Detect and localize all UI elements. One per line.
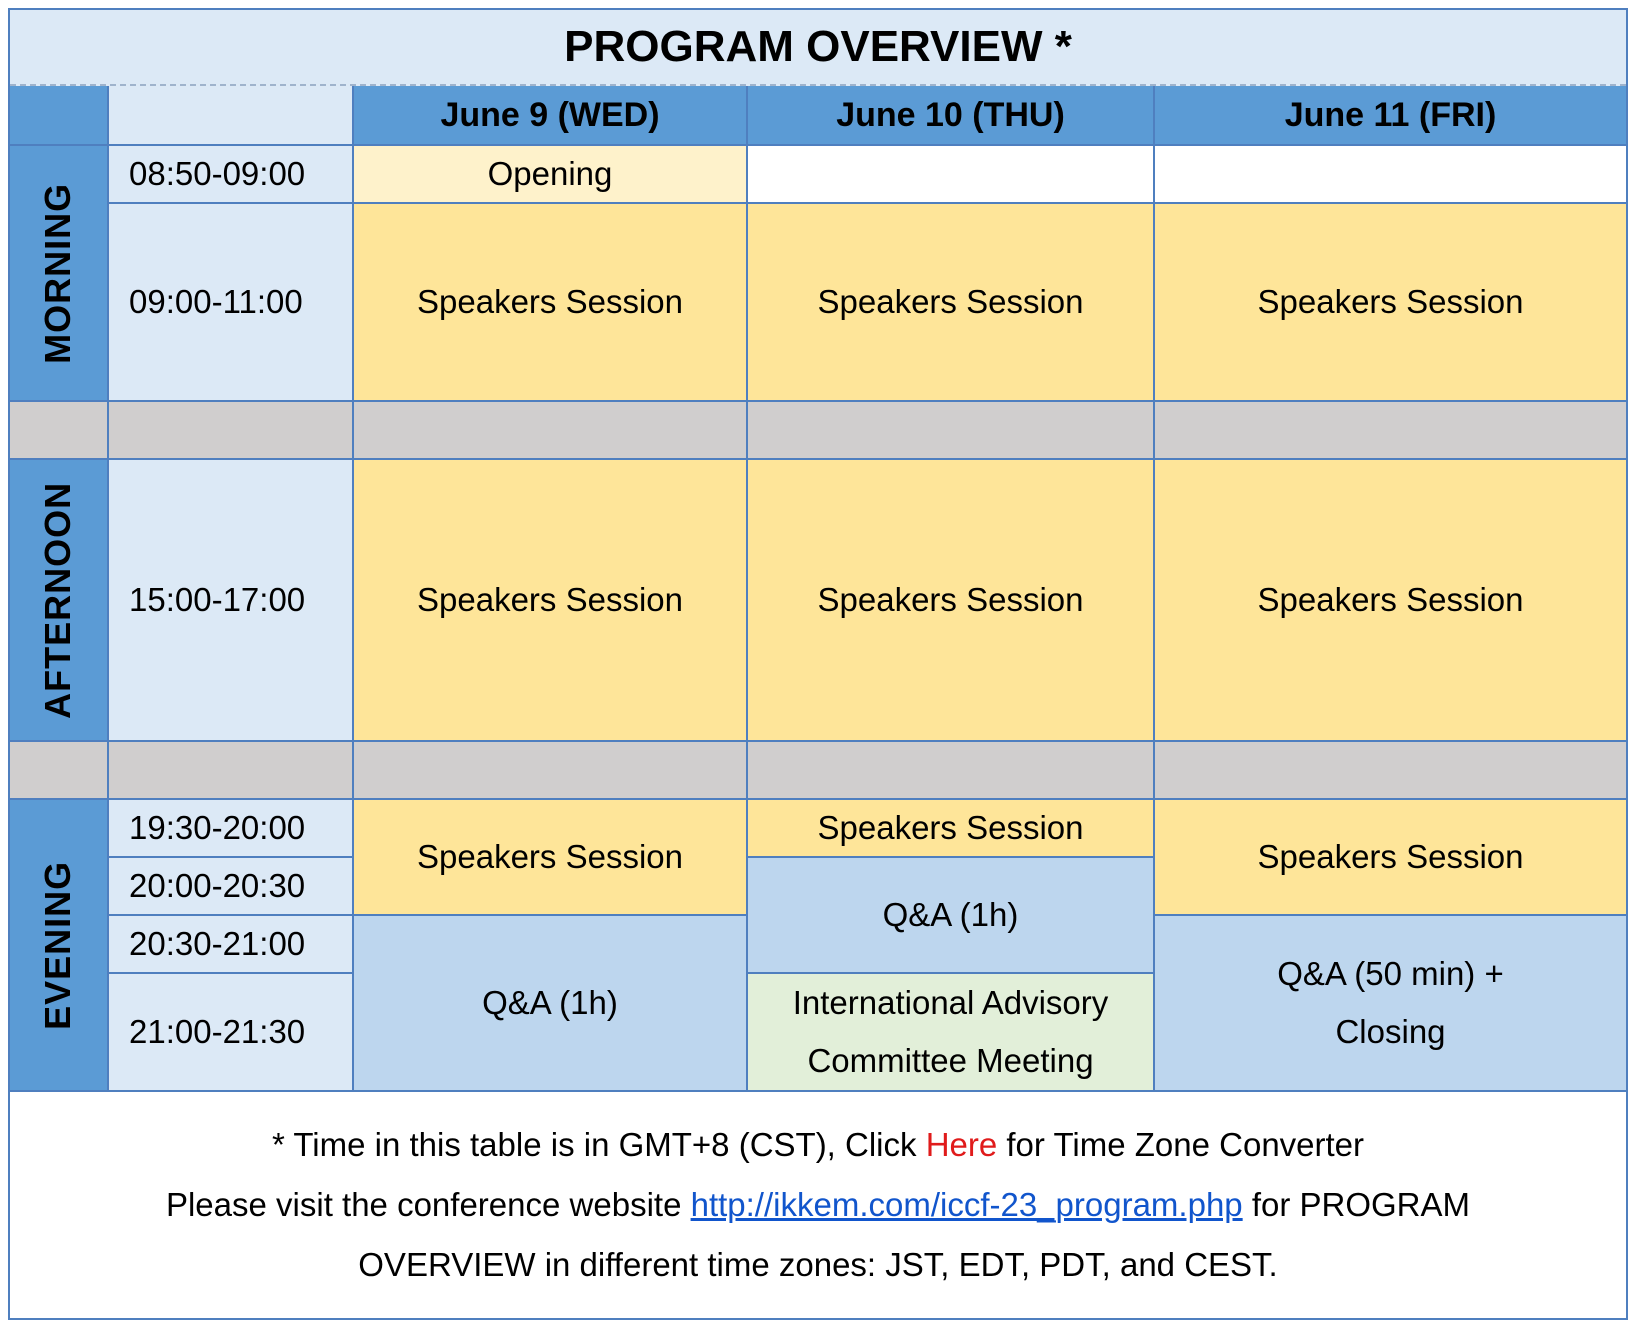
- event-speakers-session: Speakers Session: [1155, 800, 1626, 916]
- empty-cell: [1155, 146, 1626, 204]
- qa-closing-line-2: Closing: [1335, 1013, 1446, 1050]
- time-zone-converter-link[interactable]: Here: [925, 1126, 998, 1163]
- break-cell: [354, 742, 748, 800]
- day-header-june-10: June 10 (THU): [748, 86, 1155, 146]
- qa-closing-line-1: Q&A (50 min) +: [1277, 955, 1504, 992]
- time-slot-2000: 20:00-20:30: [109, 858, 354, 916]
- meeting-line-1: International Advisory: [792, 984, 1109, 1021]
- footer-line-2: [166, 1175, 1470, 1235]
- period-afternoon-label: AFTERNOON: [37, 481, 79, 719]
- event-speakers-session: Speakers Session: [354, 204, 748, 402]
- break-cell: [109, 742, 354, 800]
- header-corner-cell: [10, 86, 109, 146]
- event-speakers-session: Speakers Session: [748, 204, 1155, 402]
- event-speakers-session: Speakers Session: [748, 800, 1155, 858]
- day-header-june-9: June 9 (WED): [354, 86, 748, 146]
- event-qa-closing: [1155, 916, 1626, 1092]
- period-morning: [10, 146, 109, 402]
- break-cell: [1155, 402, 1626, 460]
- table-title: PROGRAM OVERVIEW *: [10, 10, 1626, 86]
- event-opening: Opening: [354, 146, 748, 204]
- time-slot-0850: 08:50-09:00: [109, 146, 354, 204]
- footer-line-1-text-a: * Time in this table is in GMT+8 (CST), Click: [271, 1126, 926, 1163]
- break-cell: [109, 402, 354, 460]
- time-slot-1930: 19:30-20:00: [109, 800, 354, 858]
- period-morning-label: MORNING: [37, 182, 79, 364]
- event-speakers-session: Speakers Session: [354, 460, 748, 742]
- program-overview-table: [8, 8, 1628, 1320]
- footer-line-1-text-b: for Time Zone Converter: [997, 1126, 1365, 1163]
- header-time-cell: [109, 86, 354, 146]
- break-cell: [748, 402, 1155, 460]
- break-cell: [1155, 742, 1626, 800]
- period-evening: [10, 800, 109, 1092]
- break-cell: [748, 742, 1155, 800]
- event-qa: Q&A (1h): [748, 858, 1155, 974]
- day-header-june-11: June 11 (FRI): [1155, 86, 1626, 146]
- break-cell: [10, 402, 109, 460]
- period-evening-label: EVENING: [37, 860, 79, 1030]
- event-speakers-session: Speakers Session: [748, 460, 1155, 742]
- event-speakers-session: Speakers Session: [1155, 460, 1626, 742]
- footer-notes: [10, 1092, 1626, 1318]
- event-speakers-session: Speakers Session: [354, 800, 748, 916]
- footer-line-2-text-b: for PROGRAM: [1242, 1186, 1471, 1223]
- break-cell: [354, 402, 748, 460]
- footer-line-1: [272, 1115, 1364, 1175]
- time-slot-0900: 09:00-11:00: [109, 204, 354, 402]
- time-slot-2100: 21:00-21:30: [109, 974, 354, 1092]
- event-speakers-session: Speakers Session: [1155, 204, 1626, 402]
- conference-website-link[interactable]: http://ikkem.com/iccf-23_program.php: [690, 1186, 1243, 1223]
- empty-cell: [748, 146, 1155, 204]
- footer-line-2-text-a: Please visit the conference website: [165, 1186, 691, 1223]
- meeting-line-2: Committee Meeting: [807, 1042, 1094, 1079]
- event-advisory-committee-meeting: [748, 974, 1155, 1092]
- period-afternoon: [10, 460, 109, 742]
- break-cell: [10, 742, 109, 800]
- time-slot-2030: 20:30-21:00: [109, 916, 354, 974]
- event-qa: Q&A (1h): [354, 916, 748, 1092]
- time-slot-1500: 15:00-17:00: [109, 460, 354, 742]
- footer-line-3: OVERVIEW in different time zones: JST, EDT, PDT, and CEST.: [358, 1246, 1278, 1283]
